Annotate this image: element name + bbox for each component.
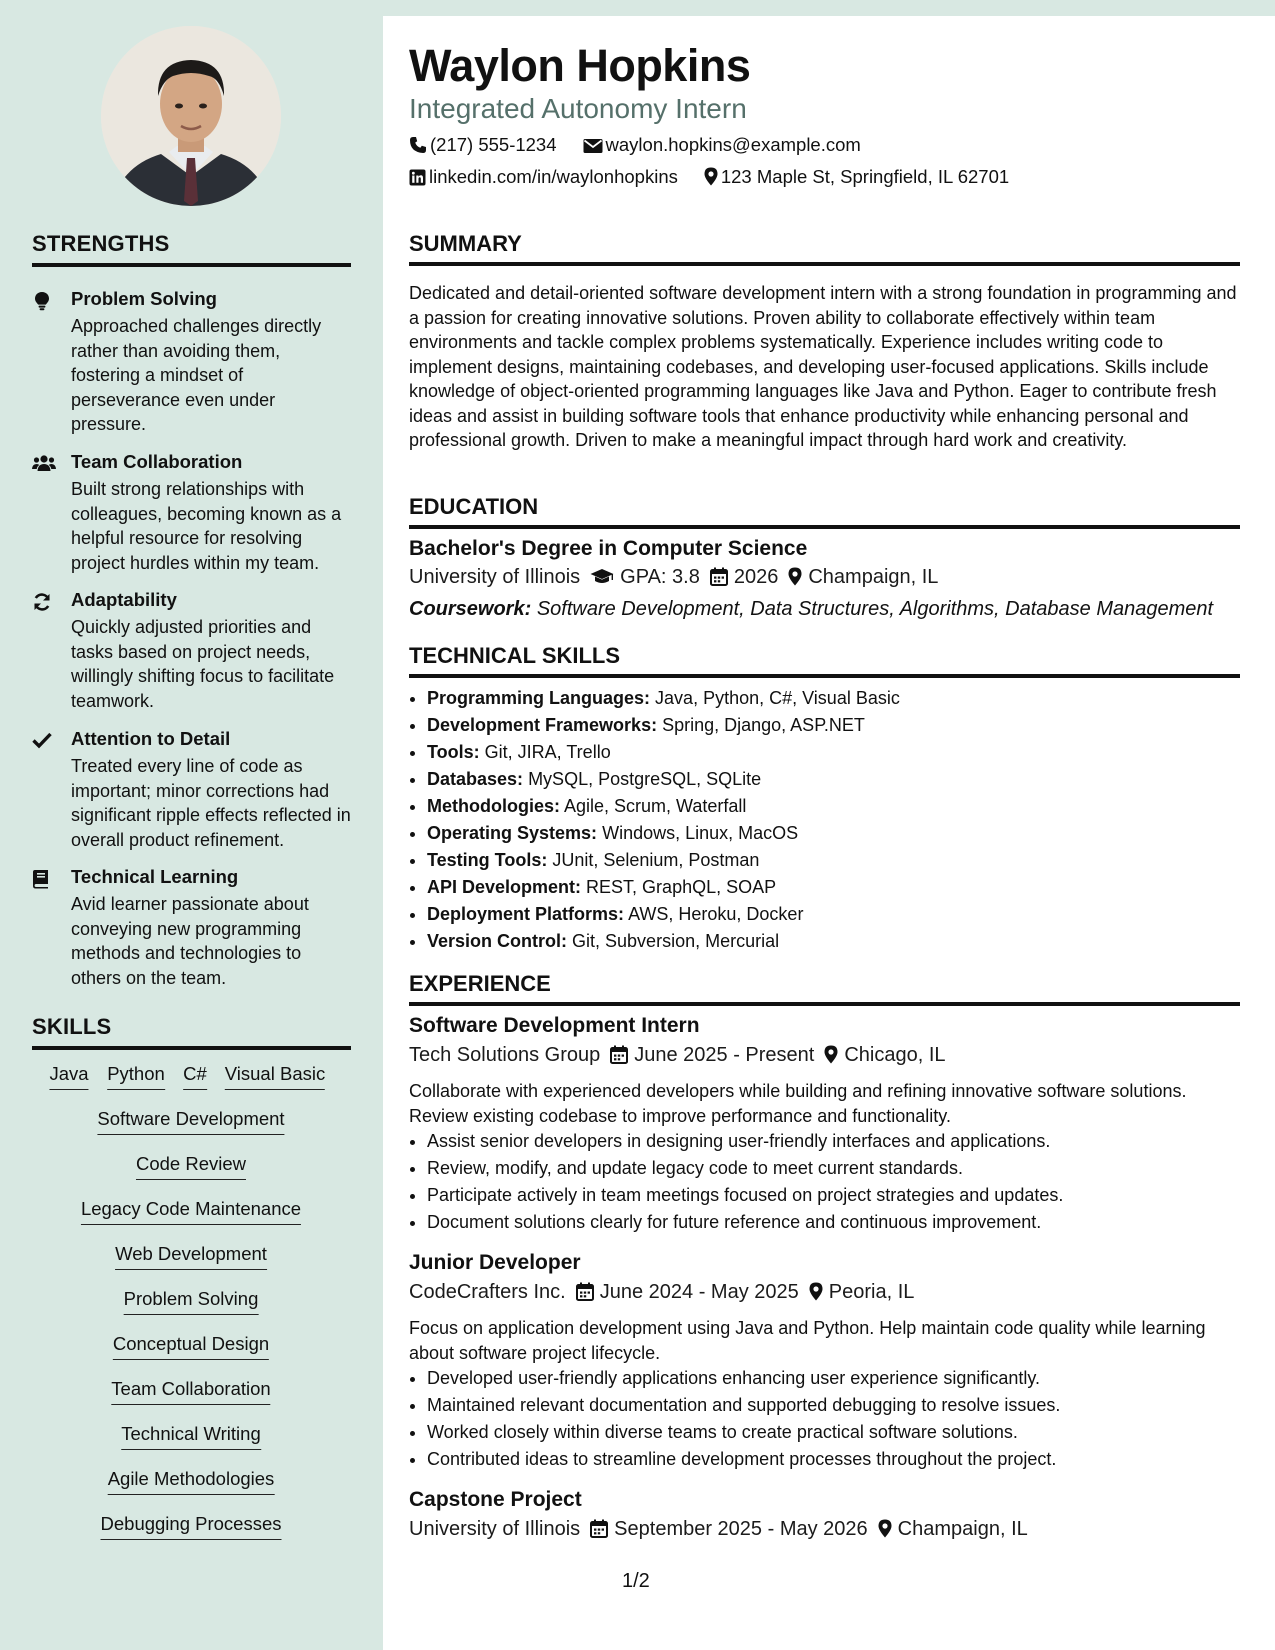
lightbulb-icon <box>32 291 56 311</box>
list-item: • Contributed ideas to streamline development processes throughout the project. <box>427 1446 1247 1473</box>
strength-title: Technical Learning <box>71 866 239 887</box>
phone-link[interactable]: (217) 555-1234 <box>430 134 557 155</box>
coursework-line <box>409 598 1213 621</box>
list-item: • Developed user-friendly applications enhancing user experience significantly. <box>427 1365 1247 1392</box>
users-icon <box>32 454 56 474</box>
skill-tag: Technical Writing <box>121 1423 261 1450</box>
strength-description: Built strong relationships with colleagues, becoming known as a helpful resource for resolving project hurdles within my team. <box>71 479 342 573</box>
strength-description: Treated every line of code as important; minor corrections had significant ripple effects reflected in overall product refinement. <box>71 756 351 850</box>
email-icon <box>583 138 603 154</box>
degree-title: Bachelor's Degree in Computer Science <box>409 537 808 560</box>
job-location: Chicago, IL <box>844 1044 946 1066</box>
list-item: • Databases: MySQL, PostgreSQL, SQLite <box>427 766 1247 793</box>
list-item: • Tools: Git, JIRA, Trello <box>427 739 1247 766</box>
candidate-role: Integrated Autonomy Intern <box>409 93 747 124</box>
strength-title: Team Collaboration <box>71 451 243 472</box>
skill-tag: Problem Solving <box>124 1288 259 1315</box>
company-name: Tech Solutions Group <box>409 1044 601 1066</box>
linkedin-icon <box>409 169 426 186</box>
graduation-cap-icon <box>590 568 614 586</box>
job-dates: June 2024 - May 2025 <box>599 1281 799 1303</box>
skill-tag: Web Development <box>115 1243 267 1270</box>
candidate-name: Waylon Hopkins <box>409 40 751 91</box>
list-item: • Methodologies: Agile, Scrum, Waterfall <box>427 793 1247 820</box>
job-title: Software Development Intern <box>409 1014 700 1037</box>
strength-description: Quickly adjusted priorities and tasks based on project needs, willingly shifting focus to facilitate teamwork. <box>71 617 335 711</box>
strength-description: Approached challenges directly rather than avoiding them, fostering a mindset of perseverance even under pressure. <box>71 316 322 434</box>
map-pin-icon <box>788 567 802 586</box>
strength-title: Adaptability <box>71 589 177 610</box>
list-item: • Version Control: Git, Subversion, Mercurial <box>427 928 1247 955</box>
graduation-year: 2026 <box>733 566 779 588</box>
address-text: 123 Maple St, Springfield, IL 62701 <box>720 166 1010 187</box>
list-item: • Worked closely within diverse teams to create practical software solutions. <box>427 1419 1247 1446</box>
book-icon <box>32 869 56 889</box>
coursework-label: Coursework: <box>409 598 532 620</box>
list-item: • Participate actively in team meetings focused on project strategies and updates. <box>427 1182 1247 1209</box>
technical-skills-heading: TECHNICAL SKILLS <box>409 643 1240 678</box>
list-item: • Development Frameworks: Spring, Django, ASP.NET <box>427 712 1247 739</box>
job-dates: June 2025 - Present <box>634 1044 815 1066</box>
job-location: Peoria, IL <box>828 1281 915 1303</box>
skill-tag: Code Review <box>136 1153 246 1180</box>
skill-tag: Visual Basic <box>225 1063 325 1090</box>
job-description: Focus on application development using Java and Python. Help maintain code quality while learning about software project lifecycle. <box>409 1318 1206 1363</box>
list-item: • Testing Tools: JUnit, Selenium, Postman <box>427 847 1247 874</box>
list-item: • Maintained relevant documentation and supported debugging to resolve issues. <box>427 1392 1247 1419</box>
strength-title: Problem Solving <box>71 288 217 309</box>
experience-heading: EXPERIENCE <box>409 971 1240 1006</box>
list-item: • Assist senior developers in designing user-friendly interfaces and applications. <box>427 1128 1247 1155</box>
education-heading: EDUCATION <box>409 494 1240 529</box>
education-location: Champaign, IL <box>808 566 939 588</box>
phone-icon <box>409 136 427 154</box>
gpa-text: GPA: 3.8 <box>620 566 700 588</box>
map-pin-icon <box>878 1519 892 1538</box>
calendar-icon <box>710 567 728 586</box>
skill-tag: Software Development <box>97 1108 284 1135</box>
list-item: • Document solutions clearly for future reference and continuous improvement. <box>427 1209 1247 1236</box>
map-pin-icon <box>824 1045 838 1064</box>
skill-tag: C# <box>183 1063 207 1090</box>
skills-heading: SKILLS <box>32 1014 351 1050</box>
strengths-heading: STRENGTHS <box>32 231 351 267</box>
skill-tag: Legacy Code Maintenance <box>81 1198 301 1225</box>
map-pin-icon <box>704 167 718 186</box>
job-dates: September 2025 - May 2026 <box>614 1518 868 1540</box>
job-description: Collaborate with experienced developers while building and refining innovative software solutions. Review existing codebase to improve performance and functionality. <box>409 1081 1187 1126</box>
map-pin-icon <box>809 1282 823 1301</box>
strength-description: Avid learner passionate about conveying new programming methods and technologies to others on the team. <box>71 894 309 988</box>
strength-title: Attention to Detail <box>71 728 231 749</box>
sync-icon <box>32 592 56 612</box>
list-item: • API Development: REST, GraphQL, SOAP <box>427 874 1247 901</box>
skill-tag: Conceptual Design <box>113 1333 269 1360</box>
linkedin-link[interactable]: linkedin.com/in/waylonhopkins <box>429 166 678 187</box>
contact-line-2 <box>409 166 1009 188</box>
calendar-icon <box>576 1282 594 1301</box>
contact-line-1 <box>409 134 861 156</box>
company-name: University of Illinois <box>409 1518 581 1540</box>
skill-tag: Debugging Processes <box>101 1513 282 1540</box>
calendar-icon <box>590 1519 608 1538</box>
skill-tag: Agile Methodologies <box>108 1468 275 1495</box>
calendar-icon <box>610 1045 628 1064</box>
education-meta <box>409 566 938 589</box>
page-number: 1/2 <box>622 1570 650 1592</box>
skill-tag: Team Collaboration <box>111 1378 270 1405</box>
technical-skills-list <box>409 685 1247 955</box>
check-icon <box>32 731 56 751</box>
job-meta <box>409 1281 914 1304</box>
skill-tag: Java <box>49 1063 88 1090</box>
list-item: • Programming Languages: Java, Python, C#, Visual Basic <box>427 685 1247 712</box>
job-title: Capstone Project <box>409 1488 582 1511</box>
summary-text: Dedicated and detail-oriented software development intern with a strong foundation in programming and a passion for creating innovative solutions. Proven ability to collaborate effectively within team environments and tackle complex problems systematically. Experience includes writing code to implement designs, maintaining codebases, and developing user-focused applications. Skills include knowledge of object-oriented programming languages like Java and Python. Eager to contribute fresh ideas and assist in building software tools that enhance productivity while enhancing personal and professional growth. Driven to make a meaningful impact through hard work and creativity. <box>409 283 1237 450</box>
job-bullets <box>409 1128 1247 1236</box>
list-item: • Deployment Platforms: AWS, Heroku, Docker <box>427 901 1247 928</box>
job-location: Champaign, IL <box>897 1518 1028 1540</box>
email-link[interactable]: waylon.hopkins@example.com <box>605 134 861 155</box>
list-item: • Operating Systems: Windows, Linux, MacOS <box>427 820 1247 847</box>
job-bullets <box>409 1365 1247 1473</box>
job-meta <box>409 1044 946 1067</box>
list-item: • Review, modify, and update legacy code to meet current standards. <box>427 1155 1247 1182</box>
summary-heading: SUMMARY <box>409 231 1240 266</box>
job-title: Junior Developer <box>409 1251 581 1274</box>
company-name: CodeCrafters Inc. <box>409 1281 566 1303</box>
profile-photo <box>101 26 281 206</box>
job-meta <box>409 1518 1028 1541</box>
skill-tag: Python <box>107 1063 165 1090</box>
school-name: University of Illinois <box>409 566 581 588</box>
coursework-list: Software Development, Data Structures, Algorithms, Database Management <box>536 598 1214 620</box>
